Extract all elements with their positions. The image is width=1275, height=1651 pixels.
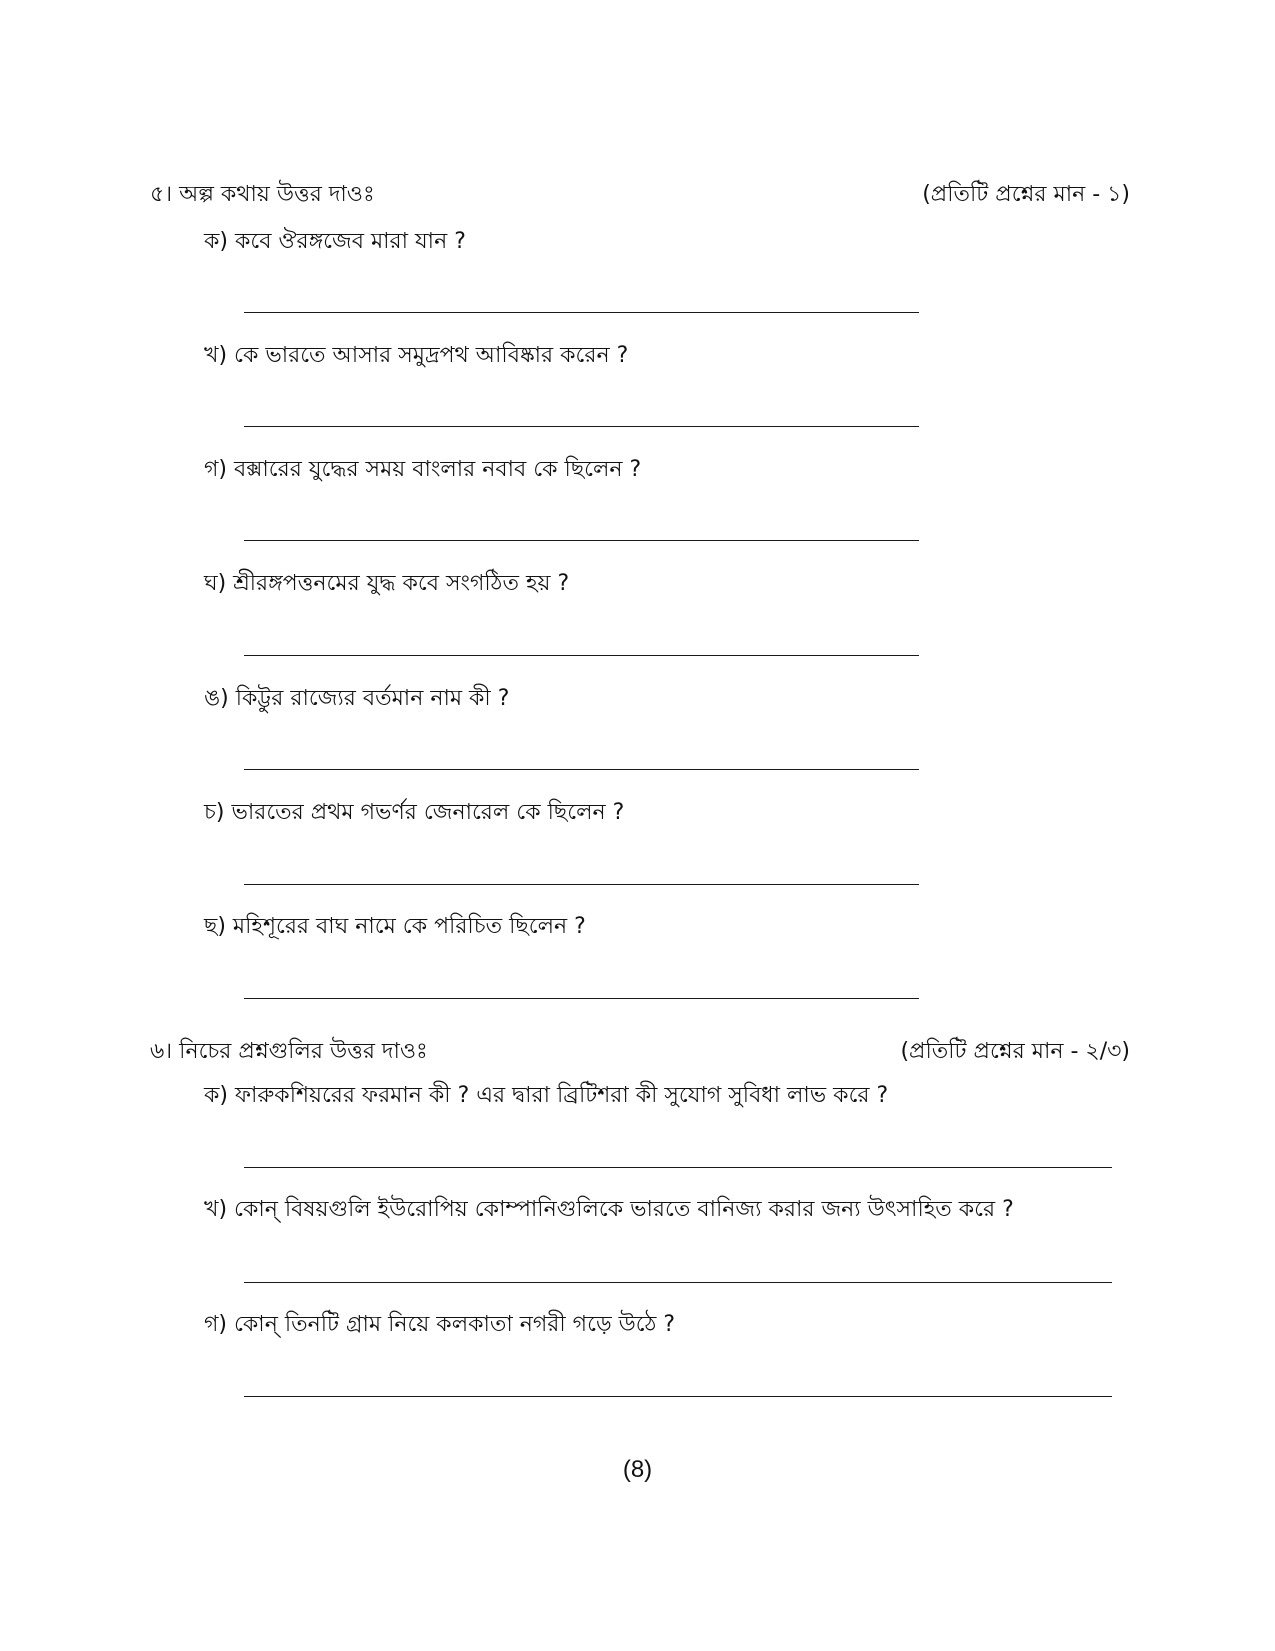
question-5-chha: ছ) মহিশূরের বাঘ নামে কে পরিচিত ছিলেন ? bbox=[204, 914, 586, 939]
section-6-header bbox=[150, 1037, 1130, 1067]
question-5-uma: ঙ) কিট্টুর রাজ্যের বর্তমান নাম কী ? bbox=[204, 686, 510, 711]
answer-line-5-kha[interactable] bbox=[244, 426, 919, 427]
answer-line-6-ga[interactable] bbox=[244, 1396, 1112, 1397]
section-5-title: ৫। অল্প কথায় উত্তর দাওঃ bbox=[150, 182, 375, 207]
answer-line-5-ga[interactable] bbox=[244, 540, 919, 541]
section-6-marks: (প্রতিটি প্রশ্নের মান - ২/৩) bbox=[900, 1039, 1130, 1064]
section-6-title: ৬। নিচের প্রশ্নগুলির উত্তর দাওঃ bbox=[150, 1039, 428, 1064]
answer-line-5-gha[interactable] bbox=[244, 655, 919, 656]
question-6-ka: ক) ফারুকশিয়রের ফরমান কী ? এর দ্বারা ব্রিটিশরা কী সুযোগ সুবিধা লাভ করে ? bbox=[204, 1083, 889, 1108]
answer-line-5-chha[interactable] bbox=[244, 998, 919, 999]
question-5-ka: ক) কবে ঔরঙ্গজেব মারা যান ? bbox=[204, 229, 466, 254]
answer-line-5-cha[interactable] bbox=[244, 884, 919, 885]
page-number: (8) bbox=[622, 1456, 653, 1483]
answer-line-5-ka[interactable] bbox=[244, 312, 919, 313]
answer-line-5-uma[interactable] bbox=[244, 769, 919, 770]
question-6-ga: গ) কোন্ তিনটি গ্রাম নিয়ে কলকাতা নগরী গড়ে উঠে ? bbox=[204, 1312, 676, 1337]
answer-line-6-ka[interactable] bbox=[244, 1167, 1112, 1168]
question-5-cha: চ) ভারতের প্রথম গভর্ণর জেনারেল কে ছিলেন ? bbox=[204, 800, 625, 825]
question-5-ga: গ) বক্সারের যুদ্ধের সময় বাংলার নবাব কে ছিলেন ? bbox=[204, 457, 642, 482]
section-5-header bbox=[150, 180, 1130, 210]
question-6-kha: খ) কোন্ বিষয়গুলি ইউরোপিয় কোম্পানিগুলিকে ভারতে বানিজ্য করার জন্য উৎসাহিত করে ? bbox=[204, 1197, 1014, 1222]
question-5-kha: খ) কে ভারতে আসার সমুদ্রপথ আবিষ্কার করেন ? bbox=[204, 343, 629, 368]
section-5-marks: (প্রতিটি প্রশ্নের মান - ১) bbox=[922, 182, 1130, 207]
answer-line-6-kha[interactable] bbox=[244, 1282, 1112, 1283]
question-5-gha: ঘ) শ্রীরঙ্গপত্তনমের যুদ্ধ কবে সংগঠিত হয় ? bbox=[204, 571, 570, 596]
